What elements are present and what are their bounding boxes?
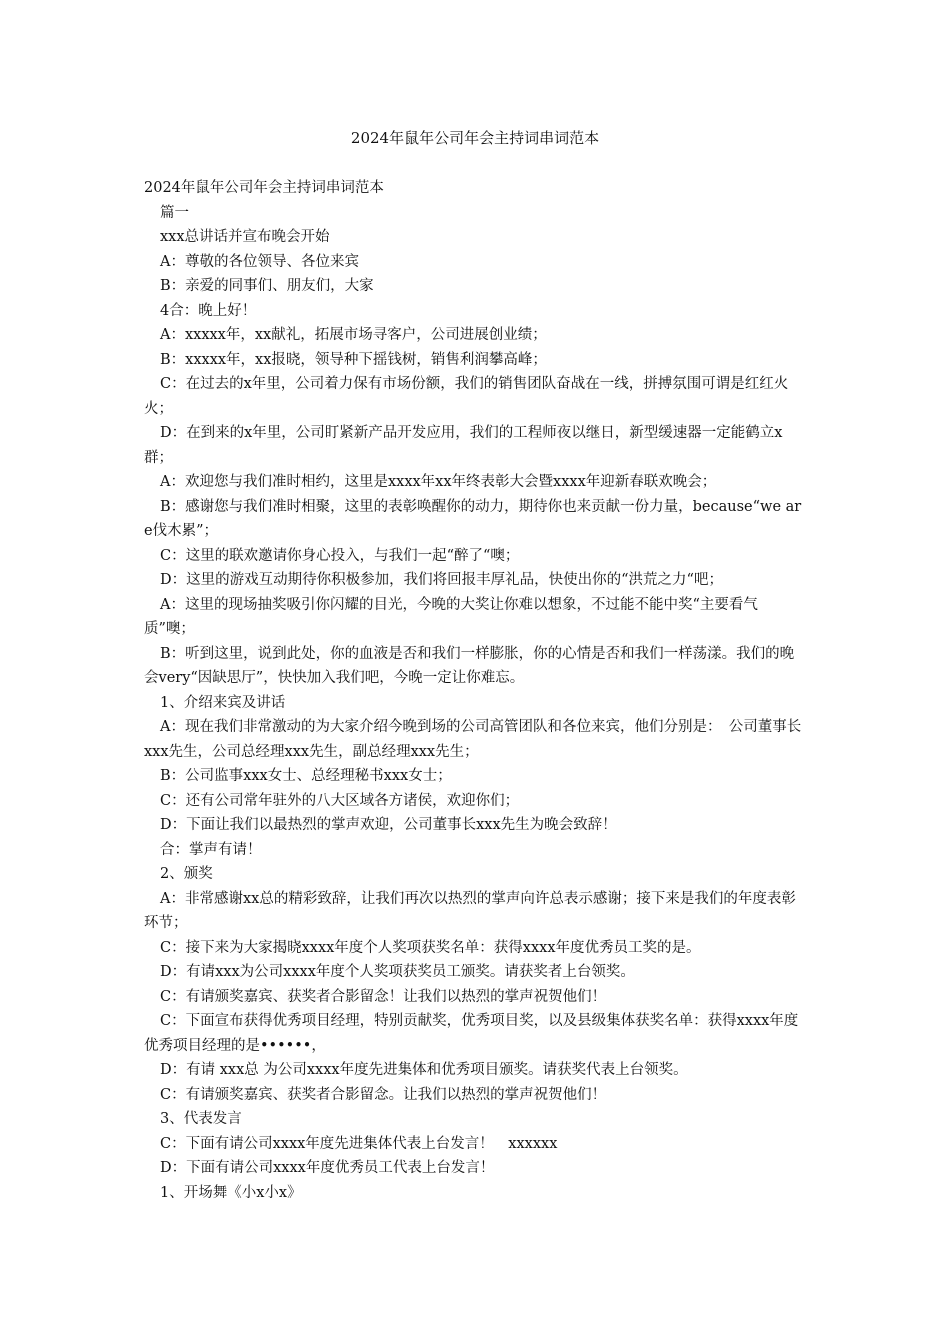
- section-label: 篇一: [160, 204, 189, 221]
- paragraph: 4合：晚上好！: [160, 302, 257, 319]
- paragraph: C：下面宣布获得优秀项目经理，特别贡献奖，优秀项目奖，以及县级集体获奖名单：获得xxxx年度优秀项目经理的是••••••，: [144, 1013, 799, 1054]
- document-title: 2024年鼠年公司年会主持词串词范本: [350, 129, 600, 147]
- paragraph: xxx总讲话并宣布晚会开始: [160, 229, 330, 245]
- section-heading: 1、介绍来宾及讲话: [160, 694, 286, 711]
- paragraph: C：在过去的x年里，公司着力保有市场份额，我们的销售团队奋战在一线，拼搏氛围可谓是红红火火；: [144, 376, 789, 417]
- paragraph: A：非常感谢xx总的精彩致辞，让我们再次以热烈的掌声向许总表示感谢；接下来是我们的年度表彰环节；: [144, 890, 796, 931]
- section-heading: 1、开场舞《小x小x》: [160, 1184, 302, 1201]
- paragraph: A：欢迎您与我们准时相约，这里是xxxx年xx年终表彰大会暨xxxx年迎新春联欢晚会；: [160, 474, 717, 490]
- paragraph: C：下面有请公司xxxx年度先进集体代表上台发言！ xxxxxx: [160, 1135, 558, 1152]
- paragraph: D：有请 xxx总 为公司xxxx年度先进集体和优秀项目颁奖。请获奖代表上台领奖。: [160, 1062, 688, 1078]
- paragraph: A：这里的现场抽奖吸引你闪耀的目光，今晚的大奖让你难以想象，不过能不能中奖“主要看气质”噢；: [144, 596, 758, 637]
- paragraph: D：下面让我们以最热烈的掌声欢迎，公司董事长xxx先生为晚会致辞！: [160, 817, 617, 833]
- paragraph: D：在到来的x年里，公司盯紧新产品开发应用，我们的工程师夜以继日，新型缓速器一定能鹤立x群；: [144, 425, 783, 466]
- paragraph: B：xxxxx年，xx报晓，领导种下摇钱树，销售利润攀高峰；: [160, 351, 547, 368]
- section-heading: 3、代表发言: [160, 1111, 242, 1127]
- paragraph: C：有请颁奖嘉宾、获奖者合影留念。让我们以热烈的掌声祝贺他们！: [160, 1086, 607, 1103]
- paragraph: B：公司监事xxx女士、总经理秘书xxx女士；: [160, 768, 452, 784]
- paragraph: C：有请颁奖嘉宾、获奖者合影留念！让我们以热烈的掌声祝贺他们！: [160, 988, 607, 1005]
- paragraph: D：下面有请公司xxxx年度优秀员工代表上台发言！: [160, 1160, 495, 1176]
- paragraph: B：感谢您与我们准时相聚，这里的表彰唤醒你的动力，期待你也来贡献一份力量，because“we are伐木累”；: [144, 498, 802, 539]
- document-body: [144, 176, 808, 1205]
- paragraph: A：xxxxx年，xx献礼，拓展市场寻客户，公司进展创业绩；: [160, 327, 547, 343]
- paragraph: C：这里的联欢邀请你身心投入，与我们一起“醉了“噢；: [160, 547, 520, 564]
- paragraph: C：还有公司常年驻外的八大区域各方诸侯，欢迎你们；: [160, 792, 520, 809]
- paragraph: C：接下来为大家揭晓xxxx年度个人奖项获奖名单：获得xxxx年度优秀员工奖的是。: [160, 939, 701, 956]
- paragraph: D：有请xxx为公司xxxx年度个人奖项获奖员工颁奖。请获奖者上台领奖。: [160, 964, 635, 980]
- section-heading: 2、颁奖: [160, 866, 213, 882]
- paragraph: 合：掌声有请！: [160, 841, 262, 858]
- body-heading: 2024年鼠年公司年会主持词串词范本: [144, 180, 384, 196]
- paragraph: B：听到这里，说到此处，你的血液是否和我们一样膨胀，你的心情是否和我们一样荡漾。我们的晚会very“因缺思厅”，快快加入我们吧，今晚一定让你难忘。: [144, 645, 795, 686]
- paragraph: A：现在我们非常激动的为大家介绍今晚到场的公司高管团队和各位来宾，他们分别是： 公司董事长xxx先生，公司总经理xxx先生，副总经理xxx先生；: [144, 719, 802, 760]
- paragraph: A：尊敬的各位领导、各位来宾: [160, 253, 359, 270]
- paragraph: D：这里的游戏互动期待你积极参加，我们将回报丰厚礼品，快使出你的“洪荒之力“吧；: [160, 572, 723, 588]
- paragraph: B：亲爱的同事们、朋友们，大家: [160, 278, 374, 294]
